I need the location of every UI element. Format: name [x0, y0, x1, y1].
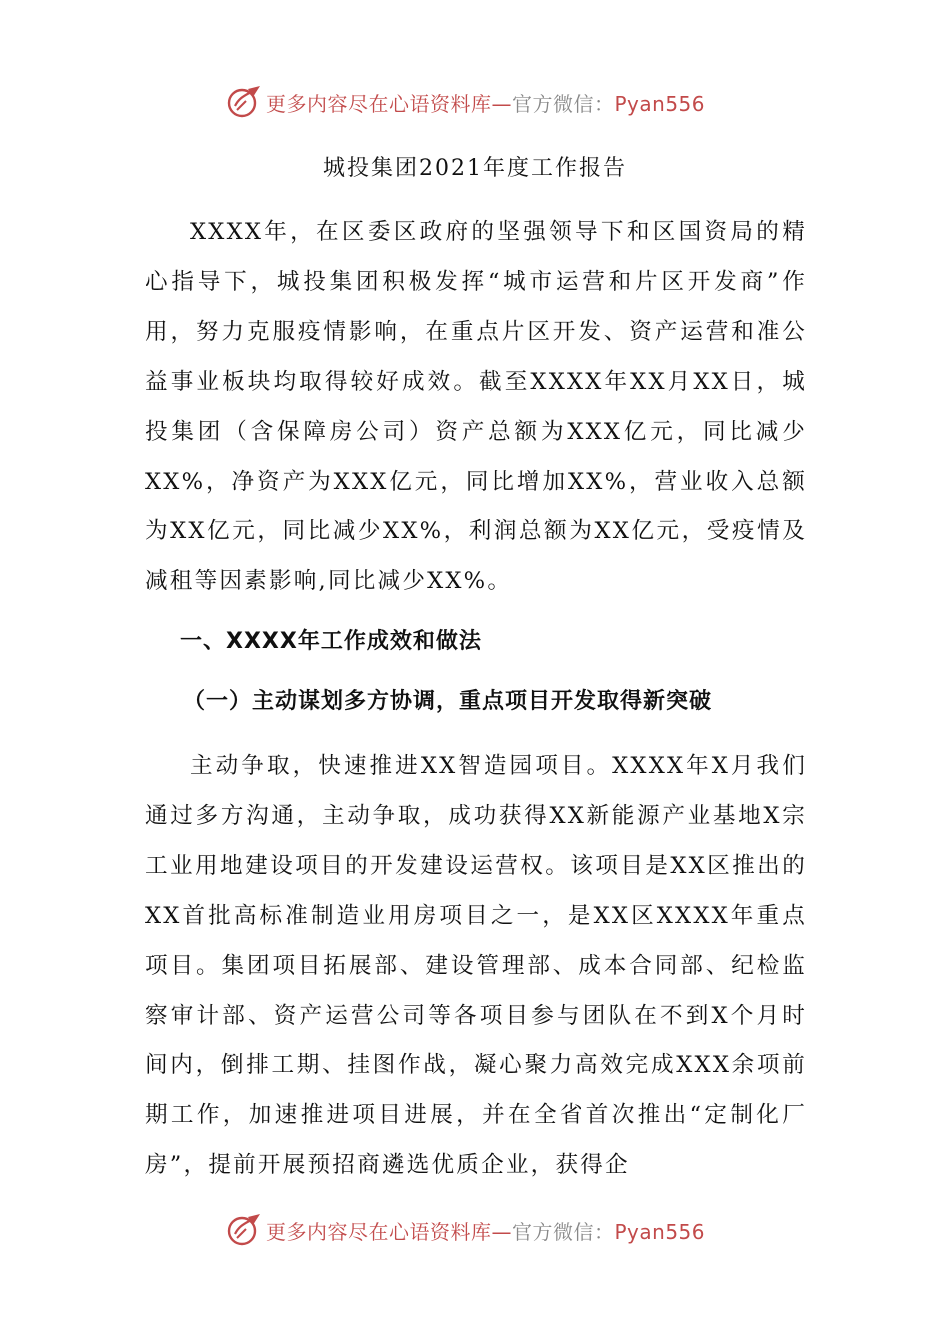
pen-logo-icon [226, 1212, 262, 1248]
watermark-text: 更多内容尽在心语资料库—官方微信：Pyan556 [266, 91, 706, 116]
intro-paragraph: XXXX年，在区委区政府的坚强领导下和区国资局的精心指导下，城投集团积极发挥“城市运营和片区开发商”作用，努力克服疫情影响，在重点片区开发、资产运营和准公益事业板块均取得较好成效。截至XXXX年XX月XX日，城投集团（含保障房公司）资产总额为XXX亿元，同比减少XX%，净资产为XXX亿元，同比增加XX%，营业收入总额为XX亿元，同比减少XX%，利润总额为XX亿元，受疫情及减租等因素影响,同比减少XX%。 [145, 219, 807, 595]
body-paragraph: 主动争取，快速推进XX智造园项目。XXXX年X月我们通过多方沟通，主动争取，成功获得XX新能源产业基地X宗工业用地建设项目的开发建设运营权。该项目是XX区推出的XX首批高标准制造业用房项目之一，是XX区XXXX年重点项目。集团项目拓展部、建设管理部、成本合同部、纪检监察审计部、资产运营公司等各项目参与团队在不到X个月时间内，倒排工期、挂图作战，凝心聚力高效完成XXX余项前期工作，加速推进项目进展，并在全省首次推出“定制化厂房”，提前开展预招商遴选优质企业，获得企 [145, 753, 807, 1179]
pen-logo-icon [226, 84, 262, 120]
watermark-banner-bottom [226, 1208, 705, 1252]
watermark-banner-top [226, 80, 705, 124]
subsection-heading: （一）主动谋划多方协调，重点项目开发取得新突破 [183, 689, 713, 714]
section-heading: 一、XXXX年工作成效和做法 [180, 629, 482, 654]
document-title: 城投集团2021年度工作报告 [323, 156, 627, 181]
watermark-text: 更多内容尽在心语资料库—官方微信：Pyan556 [266, 1219, 706, 1244]
